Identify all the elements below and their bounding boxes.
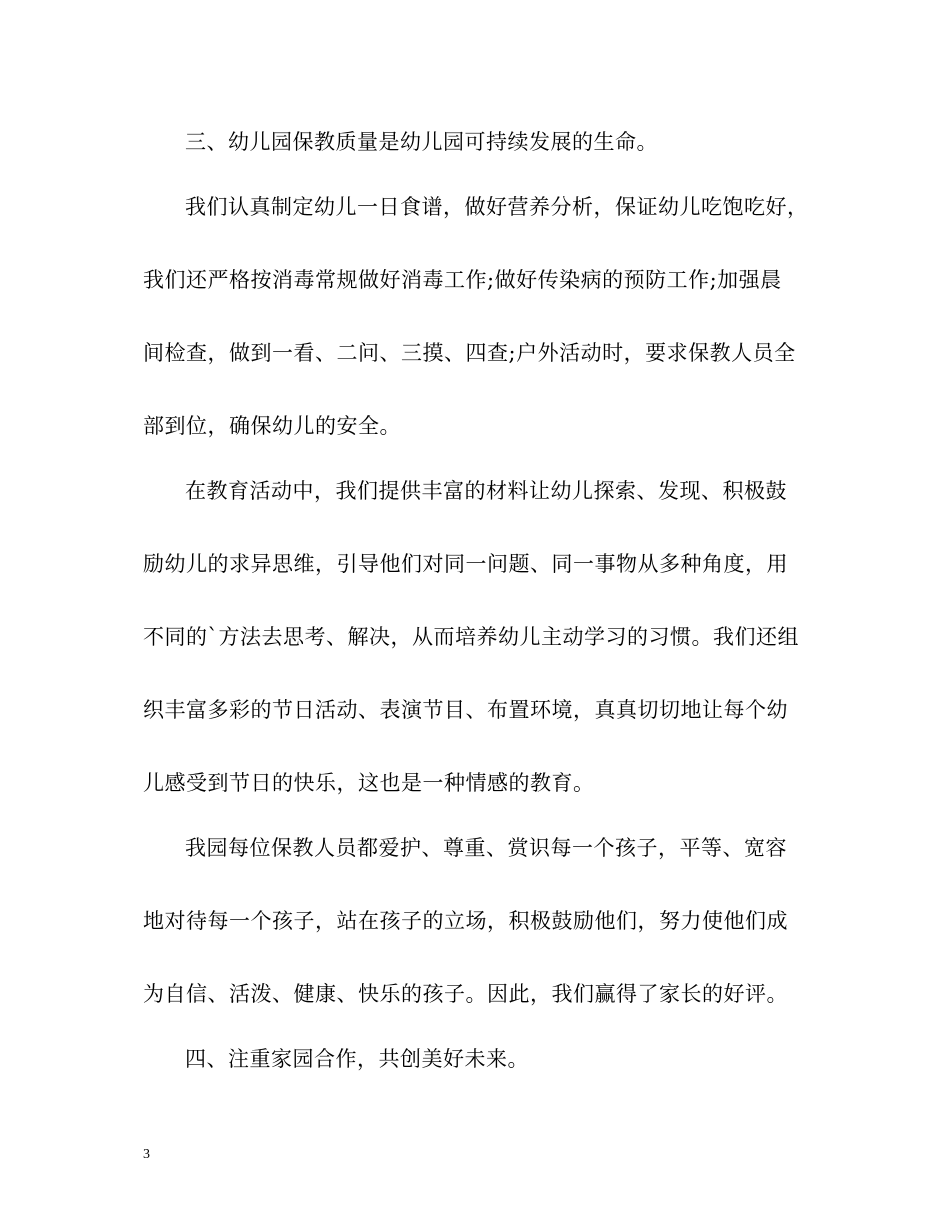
paragraph-line: 织丰富多彩的节日活动、表演节目、布置环境，真真切切地让每个幼	[143, 698, 788, 722]
paragraph-line: 间检查，做到一看、二问、三摸、四查;户外活动时，要求保教人员全	[143, 341, 796, 365]
paragraph-line: 地对待每一个孩子，站在孩子的立场，积极鼓励他们，努力使他们成	[143, 909, 788, 933]
section-heading-4: 四、注重家园合作，共创美好未来。	[185, 1047, 529, 1071]
section-heading-3: 三、幼儿园保教质量是幼儿园可持续发展的生命。	[185, 130, 658, 154]
paragraph-line: 为自信、活泼、健康、快乐的孩子。因此，我们赢得了家长的好评。	[143, 982, 788, 1006]
page-number: 3	[143, 1147, 150, 1162]
paragraph-line: 不同的`方法去思考、解决，从而培养幼儿主动学习的习惯。我们还组	[143, 625, 799, 649]
paragraph-line: 我园每位保教人员都爱护、尊重、赏识每一个孩子，平等、宽容	[185, 836, 787, 860]
paragraph-line: 在教育活动中，我们提供丰富的材料让幼儿探索、发现、积极鼓	[185, 479, 787, 503]
paragraph-line: 儿感受到节日的快乐，这也是一种情感的教育。	[143, 771, 595, 795]
paragraph-line: 励幼儿的求异思维，引导他们对同一问题、同一事物从多种角度，用	[143, 552, 788, 576]
paragraph-line: 我们认真制定幼儿一日食谱，做好营养分析，保证幼儿吃饱吃好，	[185, 195, 809, 219]
paragraph-line: 我们还严格按消毒常规做好消毒工作;做好传染病的预防工作;加强晨	[143, 268, 782, 292]
paragraph-line: 部到位，确保幼儿的安全。	[143, 414, 401, 438]
